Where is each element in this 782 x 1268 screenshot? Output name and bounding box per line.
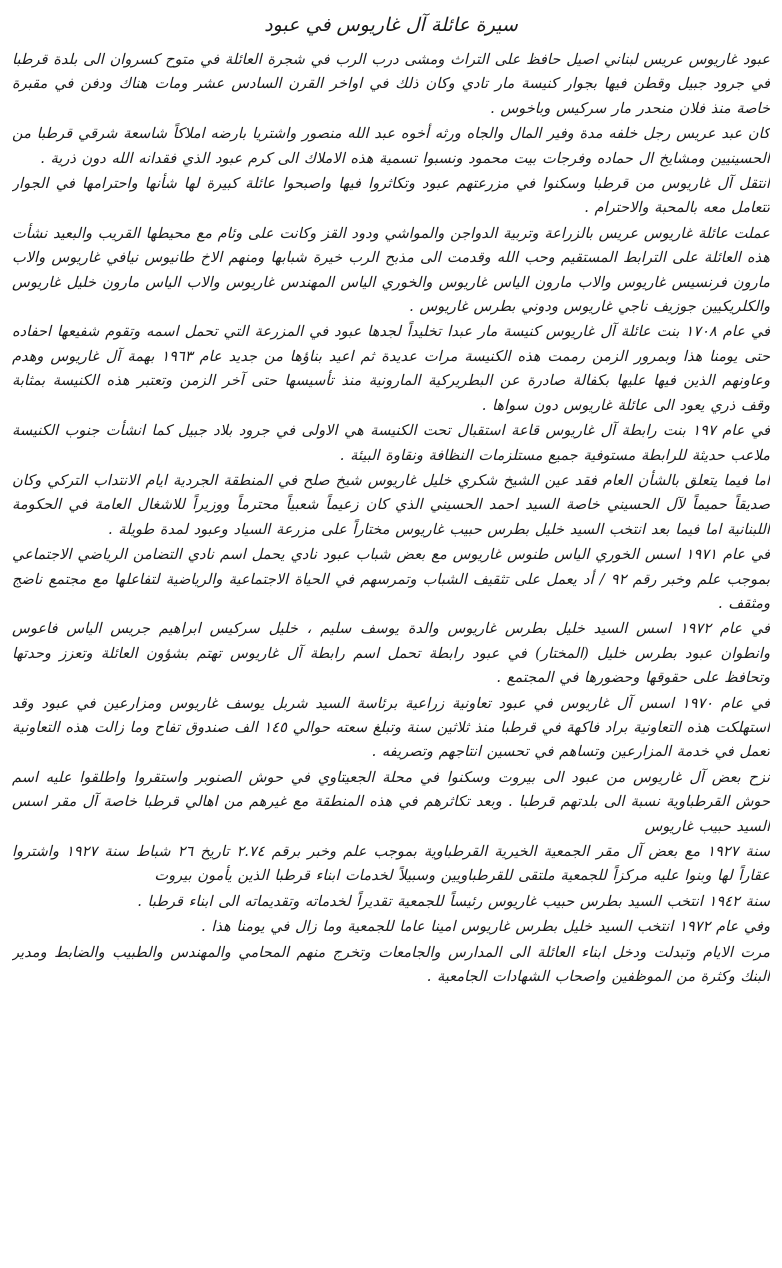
- paragraph: سنة ١٩٢٧ مع بعض آل مقر الجمعية الخيرية القرطباوية بموجب علم وخبر برقم ٢.٧٤ تاريخ ٢٦ شباط سنة ١٩٢٧ واشتروا عقاراً لها وبنوا عليه مركزاً للجمعية ملتقى للقرطباويين وسبيلاً لخدمات ابناء قرطبا الذين يأمون بيروت: [12, 843, 770, 885]
- paragraph: كان عبد عريس رجل خلفه مدة وفير المال والجاه ورثه أخوه عبد الله منصور واشتريا بارضه املاكاً شاسعة شرقي قرطبا من الحسينيين ومشايخ ال حماده وفرجات بيت محمود ونسبوا تسمية هذه الاملاك الى كرم عبود الذي فقدانه الله دون ذرية .: [12, 125, 770, 167]
- paragraph: في عام ١٧٠٨ بنت عائلة آل غاريوس كنيسة مار عبدا تخليداً لجدها عبود في المزرعة التي تحمل اسمه وتقوم شفيعها احفاده حتى يومنا هذا وبمرور الزمن رممت هذه الكنيسة مرات عديدة ثم اعيد بناؤها من جديد عام ١٩٦٣ بهمة آل غاريوس وهدم وعاونهم الذين فيها عليها بكفالة صادرة عن البطريركية المارونية منذ تأسيسها حتى آخر الزمن وتعتبر هذه الكنيسة بمثابة وقف ذري يعود الى عائلة غاريوس دون سواها .: [12, 323, 770, 414]
- paragraph: في عام ١٩٧٢ اسس السيد خليل بطرس غاريوس والدة يوسف سليم ، خليل سركيس ابراهيم جريس الياس فاعوس وانطوان عبود بطرس خليل (المختار) في عبود رابطة تحمل اسم رابطة آل غاريوس تهتم بشؤون العائلة وتعزز وحدتها وتحافظ على حقوقها وحضورها في المجتمع .: [12, 620, 770, 687]
- paragraph: عملت عائلة غاريوس عريس بالزراعة وتربية الدواجن والمواشي ودود القز وكانت على وئام مع محيطها القريب والبعيد نشأت هذه العائلة على الترابط المستقيم وحب الله وقدمت الى مذبح الرب خيرة شبابها ومنهم الاخ طانيوس نيافي غاريوس والاب مارون فرنسيس غاريوس والاب مارون الياس غاريوس والخوري الياس المهندس غاريوس والاب الياس مارون خليل غاريوس والكلريكيين جوزيف ناجي غاريوس ودوني بطرس غاريوس .: [12, 224, 770, 316]
- paragraph: اما فيما يتعلق بالشأن العام فقد عين الشيخ شكري خليل غاريوس شيخ صلح في المنطقة الجردية ايام الانتداب التركي وكان صديقاً حميماً لآل الحسيني خاصة السيد احمد الحسيني الذي كان زعيماً شعبياً محترماً ووزيراً للاشغال العامة في الحكومة اللبنانية اما فيما بعد انتخب السيد خليل بطرس حبيب غاريوس مختاراً على مزرعة السياد وعبود لمدة طويلة .: [12, 471, 770, 538]
- paragraph: في عام ١٩٧ بنت رابطة آل غاريوس قاعة استقبال تحت الكنيسة هي الاولى في جرود بلاد جبيل كما انشأت جنوب الكنيسة ملاعب حديثة للرابطة مستوفية جميع مستلزمات النظافة ونقاوة البيئة .: [12, 422, 770, 464]
- paragraph: سنة ١٩٤٢ انتخب السيد بطرس حبيب غاريوس رئيساً للجمعية تقديراً لخدماته وتقديماته الى ابناء قرطبا .: [137, 892, 770, 910]
- paragraph: انتقل آل غاريوس من قرطبا وسكنوا في مزرعتهم عبود وتكاثروا فيها واصبحوا عائلة كبيرة لها شأنها واحترامها في الجوار تتعامل معه بالمحبة والاحترام .: [12, 175, 770, 217]
- document-body: [12, 48, 770, 1263]
- paragraph: في عام ١٩٧١ اسس الخوري الياس طنوس غاريوس مع بعض شباب عبود نادي يحمل اسم نادي التضامن الرياضي الاجتماعي بموجب علم وخبر رقم ٩٢ / أد يعمل على تثقيف الشباب وتمرسهم في الحياة الاجتماعية والرياضية لتفاعلها مع مجتمع ناضج ومثقف .: [12, 546, 770, 612]
- paragraph: مرت الايام وتبدلت ودخل ابناء العائلة الى المدارس والجامعات وتخرج منهم المحامي والمهندس والطبيب والضابط ومدير البنك وكثرة من الموظفين واصحاب الشهادات الجامعية .: [12, 943, 770, 986]
- paragraph: وفي عام ١٩٧٢ انتخب السيد خليل بطرس غاريوس امينا عاما للجمعية وما زال في يومنا هذا .: [201, 918, 770, 936]
- paragraph: نزح بعض آل غاريوس من عبود الى بيروت وسكنوا في محلة الجعيتاوي في حوش الصنوبر واستقروا واطلقوا عليه اسم حوش القرطباوية نسبة الى بلدتهم قرطبا . وبعد تكاثرهم في هذه المنطقة مع غيرهم من اهالي قرطبا خاصة آل مقر اسس السيد حبيب غاريوس: [12, 768, 770, 835]
- paragraph: عبود غاريوس عريس لبناني اصيل حافظ على التراث ومشى درب الرب في شجرة العائلة في متوح كسروان الى بلدة قرطبا في جرود جبيل وقطن فيها بجوار كنيسة مار تادي وكان ذلك في اواخر القرن السادس عشر ومات هناك ودفن في مقبرة خاصة منذ فلان منحدر مار سركيس وباخوس .: [12, 51, 770, 117]
- page-title: سيرة عائلة آل غاريوس في عبود: [264, 14, 518, 36]
- paragraph: في عام ١٩٧٠ اسس آل غاريوس في عبود تعاونية زراعية برئاسة السيد شربل يوسف غاريوس ومزارعين في عبود وقد استهلكت هذه التعاونية براد فاكهة في قرطبا منذ ثلاثين سنة وتبلغ سعته حوالي ١٤٥ الف صندوق تفاح وما زالت هذه التعاونية تعمل في خدمة المزارعين وتساهم في تحسين انتاجهم وتصريفه .: [12, 694, 770, 761]
